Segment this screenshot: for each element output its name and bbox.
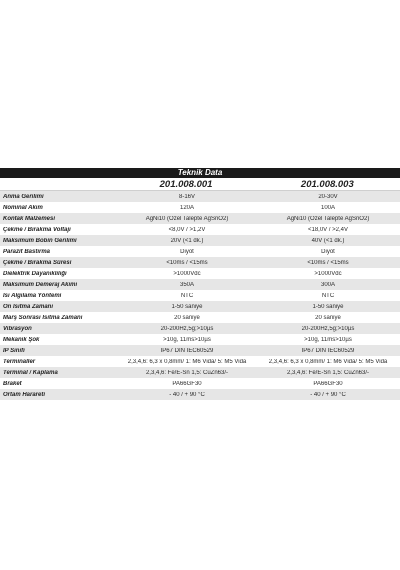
table-row [0, 323, 400, 334]
model-2-value: Diyot [321, 248, 335, 255]
spec-label: Parazit Bastırma [3, 248, 51, 255]
model-1-value: 120A [179, 204, 194, 211]
model-1-value: 1-50 saniye [171, 303, 203, 310]
spec-label: Ön Isıtma Zamanı [3, 303, 54, 310]
model-1-value: PA66GF30 [172, 380, 202, 387]
header-spacer [0, 178, 117, 190]
model-2-value: <18,0V / >2,4V [307, 226, 349, 233]
model-1-value: 20 saniye [174, 314, 200, 321]
spec-label: Marş Sonrası Isıtma Zamanı [3, 314, 83, 321]
table-row [0, 191, 400, 202]
spec-label: Çekme / Bırakma Süresi [3, 259, 72, 266]
table-row [0, 246, 400, 257]
model-2-value: 20-200Hz,5g;>10µs [301, 325, 355, 332]
spec-label: Mekanik Şok [3, 336, 40, 343]
model-2-value: - 40 / + 90 °C [310, 391, 346, 398]
model-1-value: >1000Vdc [173, 270, 201, 277]
spec-label: Vibrasyon [3, 325, 32, 332]
model-2-value: >10g, 11ms>10µs [304, 336, 352, 343]
spec-label: Maksimum Bobin Gerilimi [3, 237, 77, 244]
table-row [0, 235, 400, 246]
model-1-value: IP67 DIN IEC60529 [160, 347, 214, 354]
table-row [0, 279, 400, 290]
spec-label: Çekme / Bırakma Voltajı [3, 226, 71, 233]
table-row [0, 312, 400, 323]
model-1-value: 8-16V [178, 193, 195, 200]
model-1-value: 20-200Hz,5g;>10µs [160, 325, 214, 332]
model-1-value: NTC [180, 292, 194, 299]
model-2-heading: 201.008.003 [300, 179, 354, 190]
model-2-value: 100A [320, 204, 335, 211]
model-2-value: <10ms / <15ms [307, 259, 349, 266]
table-row [0, 356, 400, 367]
table-row [0, 378, 400, 389]
model-1-value: 2,3,4,6: 6,3 x 0,8mm/ 1: M6 Vida/ 5: M5 Vida [127, 358, 247, 365]
spec-rows [0, 191, 400, 400]
spec-label: Maksimum Demeraj Akımı [3, 281, 78, 288]
table-row [0, 367, 400, 378]
model-2-value: 40V (<1 dk.) [311, 237, 345, 244]
model-2-value: 20 saniye [315, 314, 341, 321]
spec-label: Nominal Akım [3, 204, 43, 211]
table-row [0, 224, 400, 235]
technical-data-table [0, 168, 400, 400]
table-row [0, 345, 400, 356]
model-1-value: 20V (<1 dk.) [170, 237, 204, 244]
table-row [0, 389, 400, 400]
model-1-value: <10ms / <15ms [166, 259, 208, 266]
model-2-value: AgNi10 (Özel Talepte AgSnO2) [286, 215, 370, 222]
spec-label: IP Sınıfı [3, 347, 25, 354]
spec-label: Isı Algılama Yöntemi [3, 292, 62, 299]
model-1-value: AgNi10 (Özel Talepte AgSnO2) [145, 215, 229, 222]
model-2-value: IP67 DIN IEC60529 [301, 347, 355, 354]
spec-label: Terminal / Kaplama [3, 369, 58, 376]
spec-label: Anma Gerilimi [3, 193, 44, 200]
model-1-value: 2,3,4,6: Fe/E-Sn 1,5: CuZn63/- [145, 369, 229, 376]
table-row [0, 257, 400, 268]
model-2-value: >1000Vdc [314, 270, 342, 277]
table-row [0, 202, 400, 213]
model-1-value: >10g, 11ms>10µs [163, 336, 211, 343]
table-row [0, 213, 400, 224]
table-row [0, 301, 400, 312]
model-2-value: 20-30V [318, 193, 338, 200]
model-2-value: NTC [321, 292, 335, 299]
spec-label: Terminaller [3, 358, 36, 365]
model-1-value: <8,0V / >1,2V [168, 226, 206, 233]
model-2-value: 2,3,4,6: Fe/E-Sn 1,5: CuZn63/- [286, 369, 370, 376]
model-2-value: 300A [320, 281, 335, 288]
model-header-row [0, 178, 400, 191]
table-row [0, 290, 400, 301]
table-title: Teknik Data [0, 168, 400, 178]
model-2-value: PA66GF30 [313, 380, 343, 387]
spec-label: Braket [3, 380, 22, 387]
table-row [0, 268, 400, 279]
model-1-heading: 201.008.001 [159, 179, 213, 190]
model-2-value: 1-50 saniye [312, 303, 344, 310]
spec-label: Dielektrik Dayanıklılığı [3, 270, 67, 277]
model-2-value: 2,3,4,6: 6,3 x 0,8mm/ 1: M6 Vida/ 5: M5 Vida [268, 358, 388, 365]
model-1-value: Diyot [180, 248, 194, 255]
spec-label: Kontak Malzemesi [3, 215, 56, 222]
table-row [0, 334, 400, 345]
spec-label: Ortam Harareti [3, 391, 46, 398]
model-1-value: 350A [179, 281, 194, 288]
model-1-value: - 40 / + 90 °C [169, 391, 205, 398]
